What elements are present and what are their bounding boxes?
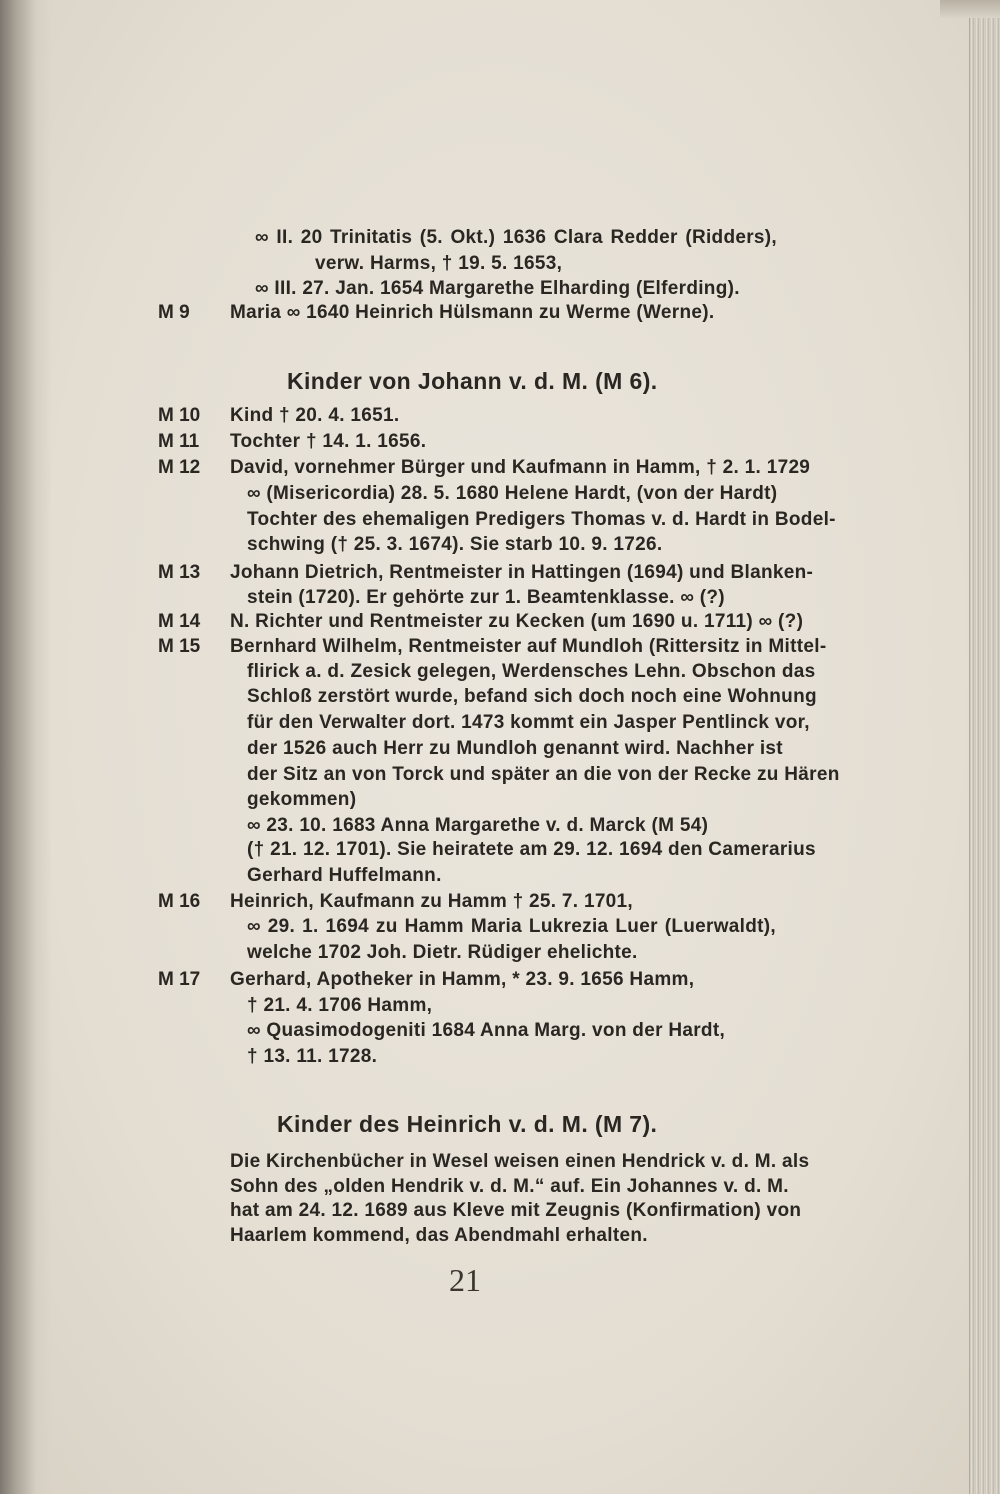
text-line: Bernhard Wilhelm, Rentmeister auf Mundloh (Rittersitz in Mittel- (230, 636, 827, 657)
text-line: Kind † 20. 4. 1651. (230, 405, 400, 426)
binding-shadow (0, 0, 52, 1494)
page-number: 21 (449, 1262, 481, 1298)
text-line: stein (1720). Er gehörte zur 1. Beamtenklasse. ∞ (?) (247, 587, 725, 608)
entry-id: M 10 (158, 405, 201, 426)
text-line: ∞ 23. 10. 1683 Anna Margarethe v. d. Marck (M 54) (247, 815, 709, 836)
text-line: Sohn des „olden Hendrik v. d. M.“ auf. Ein Johannes v. d. M. (230, 1176, 789, 1197)
text-line: Gerhard Huffelmann. (247, 865, 442, 886)
text-line: ∞ II. 20 Trinitatis (5. Okt.) 1636 Clara Redder (Ridders), (255, 227, 777, 248)
text-line: N. Richter und Rentmeister zu Kecken (um 1690 u. 1711) ∞ (?) (230, 611, 804, 632)
entry-id: M 11 (158, 431, 200, 452)
text-line: gekommen) (247, 789, 357, 810)
text-line: Heinrich, Kaufmann zu Hamm † 25. 7. 1701, (230, 891, 633, 912)
text-line: verw. Harms, † 19. 5. 1653, (315, 253, 563, 274)
text-line: der Sitz an von Torck und später an die von der Recke zu Hären (247, 764, 840, 785)
entry-id: M 12 (158, 457, 201, 478)
text-line: † 13. 11. 1728. (247, 1046, 378, 1067)
text-line: Tochter des ehemaligen Predigers Thomas v. d. Hardt in Bodel- (247, 509, 836, 530)
page-edges (969, 0, 1000, 1494)
text-line: hat am 24. 12. 1689 aus Kleve mit Zeugnis (Konfirmation) von (230, 1200, 802, 1221)
text-line: schwing († 25. 3. 1674). Sie starb 10. 9. 1726. (247, 534, 663, 555)
text-line: Maria ∞ 1640 Heinrich Hülsmann zu Werme (Werne). (230, 302, 715, 323)
section-heading: Kinder des Heinrich v. d. M. (M 7). (277, 1111, 658, 1137)
text-line: ∞ Quasimodogeniti 1684 Anna Marg. von der Hardt, (247, 1020, 726, 1041)
entry-id: M 14 (158, 611, 201, 632)
page-edges-top (940, 0, 1000, 18)
text-line: welche 1702 Joh. Dietr. Rüdiger ehelichte. (247, 942, 638, 963)
text-line: der 1526 auch Herr zu Mundloh genannt wird. Nachher ist (247, 738, 783, 759)
text-line: David, vornehmer Bürger und Kaufmann in Hamm, † 2. 1. 1729 (230, 457, 811, 478)
text-line: († 21. 12. 1701). Sie heiratete am 29. 12. 1694 den Camerarius (247, 839, 816, 860)
entry-id: M 9 (158, 302, 190, 323)
text-line: Haarlem kommend, das Abendmahl erhalten. (230, 1225, 648, 1246)
text-line: Gerhard, Apotheker in Hamm, * 23. 9. 1656 Hamm, (230, 969, 695, 990)
text-line: ∞ 29. 1. 1694 zu Hamm Maria Lukrezia Luer (Luerwaldt), (247, 916, 776, 937)
text-line: ∞ III. 27. Jan. 1654 Margarethe Elharding (Elferding). (255, 278, 740, 299)
text-line: für den Verwalter dort. 1473 kommt ein Jasper Pentlinck vor, (247, 712, 810, 733)
entry-id: M 15 (158, 636, 201, 657)
text-line: † 21. 4. 1706 Hamm, (247, 995, 433, 1016)
text-line: Tochter † 14. 1. 1656. (230, 431, 427, 452)
text-line: ∞ (Misericordia) 28. 5. 1680 Helene Hardt, (von der Hardt) (247, 483, 778, 504)
text-line: Johann Dietrich, Rentmeister in Hattingen (1694) und Blanken- (230, 562, 814, 583)
text-line: Die Kirchenbücher in Wesel weisen einen Hendrick v. d. M. als (230, 1151, 810, 1172)
entry-id: M 13 (158, 562, 201, 583)
section-heading: Kinder von Johann v. d. M. (M 6). (287, 368, 658, 394)
entry-id: M 16 (158, 891, 201, 912)
text-line: Schloß zerstört wurde, befand sich doch noch eine Wohnung (247, 686, 817, 707)
text-line: flirick a. d. Zesick gelegen, Werdensches Lehn. Obschon das (247, 661, 816, 682)
entry-id: M 17 (158, 969, 201, 990)
